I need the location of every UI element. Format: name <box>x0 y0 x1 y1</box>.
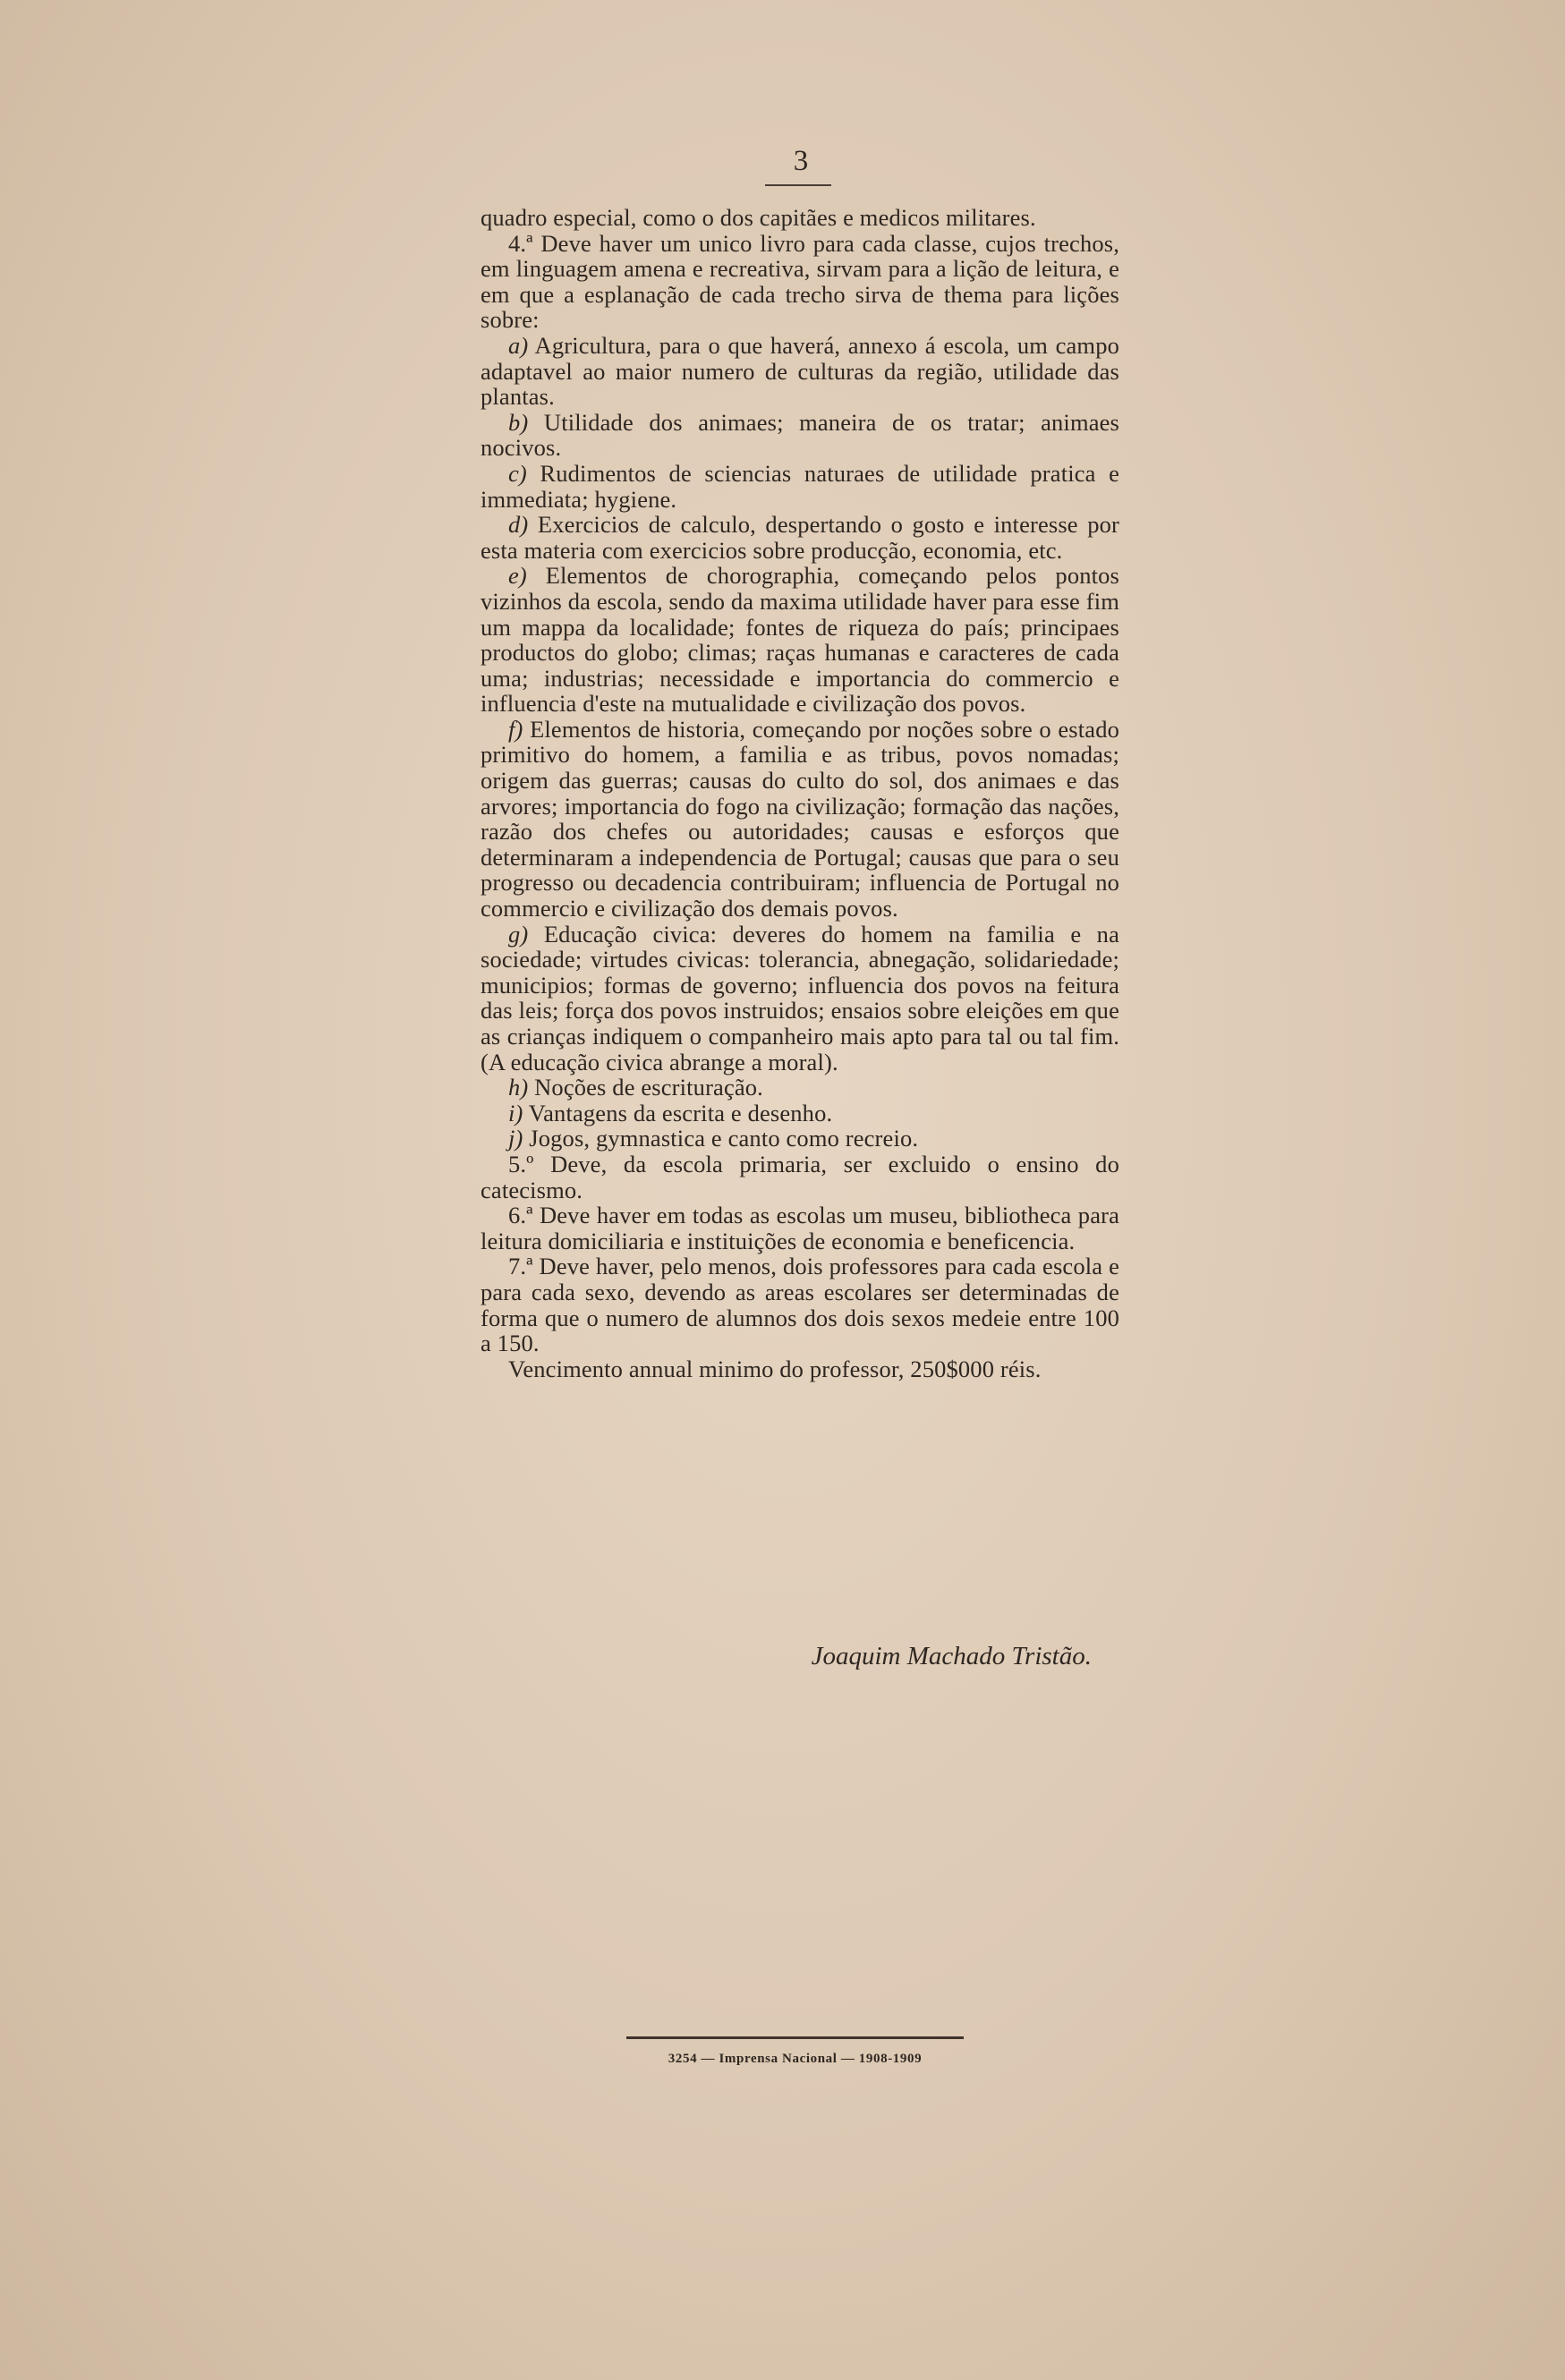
paragraph-text: 6.ª Deve haver em todas as escolas um museu, bibliotheca para leitura domiciliaria e instituições de economia e beneficencia. <box>481 1202 1119 1254</box>
list-item <box>481 410 1119 461</box>
page-number: 3 <box>793 145 809 177</box>
body-text <box>481 205 1119 1381</box>
item-marker: a) <box>508 331 529 359</box>
item-text: Rudimentos de sciencias naturaes de utilidade pratica e immediata; hygiene. <box>481 459 1119 513</box>
item-text: Noções de escrituração. <box>528 1074 763 1101</box>
paragraph <box>481 1254 1119 1356</box>
paragraph-text: quadro especial, como o dos capitães e medicos militares. <box>481 204 1036 231</box>
list-item <box>481 461 1119 512</box>
item-text: Exercicios de calculo, despertando o gosto e interesse por esta materia com exercicios sobre producção, economia, etc. <box>481 511 1119 564</box>
item-text: Vantagens da escrita e desenho. <box>523 1099 833 1126</box>
item-marker: b) <box>508 408 529 436</box>
paragraph-text: 5.º Deve, da escola primaria, ser excluido o ensino do catecismo. <box>481 1150 1119 1203</box>
imprint-line: 3254 — Imprensa Nacional — 1908-1909 <box>668 2052 923 2066</box>
list-item <box>481 1075 1119 1101</box>
item-text: Utilidade dos animaes; maneira de os tratar; animaes nocivos. <box>481 408 1119 462</box>
paragraph-text: 4.ª Deve haver um unico livro para cada classe, cujos trechos, em linguagem amena e recreativa, sirvam para a lição de leitura, e em que a esplanação de cada trecho sirva de thema para lições sobre: <box>481 229 1119 334</box>
list-item <box>481 1126 1119 1152</box>
item-text: Elementos de historia, começando por noções sobre o estado primitivo do homem, a familia e as tribus, povos nomadas; origem das guerras; causas do culto do sol, dos animaes e das arvores; importancia do fogo na civilização; formação das nações, razão dos chefes ou autoridades; causas e esforços que determinaram a independencia de Portugal; causas que para o seu progresso ou decadencia contribuiram; influencia de Portugal no commercio e civilização dos demais povos. <box>481 715 1119 922</box>
list-item <box>481 922 1119 1075</box>
item-text: Agricultura, para o que haverá, annexo á escola, um campo adaptavel ao maior numero de culturas da região, utilidade das plantas. <box>481 331 1119 411</box>
item-text: Educação civica: deveres do homem na familia e na sociedade; virtudes civicas: tolerancia, abnegação, solidariedade; municipios; formas de governo; influencia dos povos na feitura das leis; força dos povos instruidos; ensaios sobre eleições em que as crianças indiquem o companheiro mais apto para tal ou tal fim. (A educação civica abrange a moral). <box>481 920 1119 1075</box>
item-marker: f) <box>508 715 523 743</box>
item-text: Elementos de chorographia, começando pelos pontos vizinhos da escola, sendo da maxima utilidade haver para esse fim um mappa da localidade; fontes de riqueza do país; principaes productos do globo; climas; raças humanas e caracteres de cada uma; industrias; necessidade e importancia do commercio e influencia d'este na mutualidade e civilização dos povos. <box>481 562 1119 718</box>
paragraph <box>481 1203 1119 1254</box>
list-item <box>481 333 1119 410</box>
item-text: Jogos, gymnastica e canto como recreio. <box>523 1125 919 1152</box>
paragraph <box>481 205 1119 231</box>
imprint-rule <box>626 2036 964 2039</box>
list-item <box>481 563 1119 717</box>
item-marker: d) <box>508 511 529 539</box>
signature: Joaquim Machado Tristão. <box>811 1642 1092 1670</box>
paragraph <box>481 1152 1119 1203</box>
list-item <box>481 717 1119 922</box>
paragraph <box>481 231 1119 333</box>
page-number-rule <box>765 184 831 186</box>
item-marker: j) <box>508 1125 523 1152</box>
item-marker: i) <box>508 1099 523 1126</box>
paragraph-text: 7.ª Deve haver, pelo menos, dois professores para cada escola e para cada sexo, devendo as areas escolares ser determinadas de forma que o numero de alumnos dos dois sexos medeie entre 100 a 150. <box>481 1253 1119 1357</box>
item-marker: c) <box>508 459 527 487</box>
list-item <box>481 512 1119 563</box>
list-item <box>481 1101 1119 1126</box>
item-marker: e) <box>508 562 527 590</box>
item-marker: h) <box>508 1074 529 1101</box>
paragraph-text: Vencimento annual minimo do professor, 250$000 réis. <box>508 1355 1042 1382</box>
item-marker: g) <box>508 920 529 948</box>
paragraph <box>481 1356 1119 1382</box>
